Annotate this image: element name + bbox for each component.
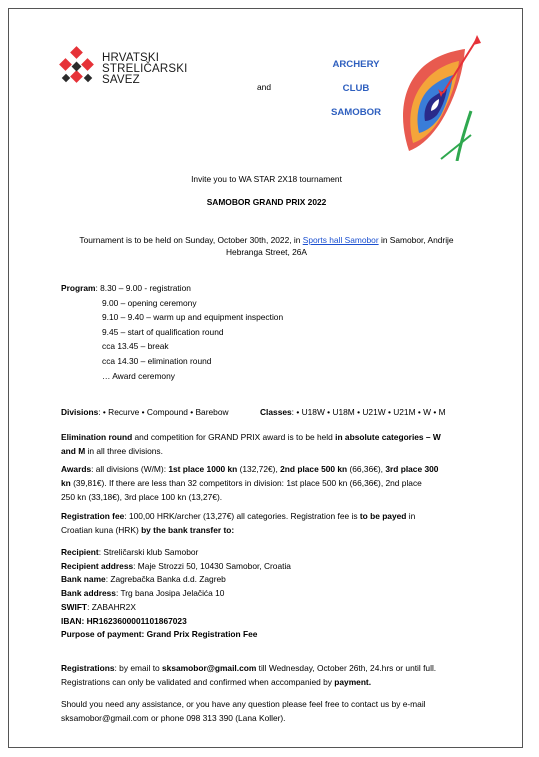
- venue-line-2: Hebranga Street, 26A: [225, 247, 307, 257]
- bank-details: [61, 547, 291, 641]
- federation-name-line-3: SAVEZ: [102, 74, 140, 86]
- federation-logo: [58, 45, 228, 91]
- registrations-paragraph: Registrations: by email to sksamobor@gmail.com till Wednesday, October 26th, 24.hrs or until full. Registrations can only be validated and confirmed when accompanied by payment.: [61, 663, 437, 687]
- document-page: [8, 8, 523, 748]
- program-line-7: … Award ceremony: [102, 370, 175, 381]
- contact-details: sksamobor@gmail.com or phone 098 313 390 (Lana Koller).: [61, 713, 286, 723]
- fee-paragraph: Registration fee: 100,00 HRK/archer (13,27€) all categories. Registration fee is to be payed in Croatian kuna (HRK) by the bank transfer to:: [61, 511, 416, 535]
- program-line-6: cca 14.30 – elimination round: [102, 355, 212, 366]
- program-line-1: Program: 8.30 – 9.00 - registration: [61, 283, 191, 293]
- awards-paragraph: Awards: all divisions (W/M): 1st place 1000 kn (132,72€), 2nd place 500 kn (66,36€), 3rd place 300 kn (39,81€). If there are less than 32 competitors in division: 1st place 500 kn (66,36€), 2nd place 250 kn (33,18€), 3rd place 100 kn (13,27€).: [61, 464, 439, 502]
- and-text: and: [257, 82, 271, 92]
- venue-text-before: Tournament is to be held on Sunday, October 30th, 2022, in: [79, 235, 303, 245]
- club-name-line-1: ARCHERY: [332, 59, 380, 70]
- bank-iban: IBAN: HR1623600001101867023: [61, 615, 187, 626]
- tournament-title: SAMOBOR GRAND PRIX 2022: [206, 197, 327, 207]
- archery-target-icon: [391, 31, 481, 161]
- program-line-5: cca 13.45 – break: [102, 341, 169, 352]
- sports-hall-link[interactable]: Sports hall Samobor: [302, 235, 379, 245]
- venue-line-1: [9, 235, 524, 246]
- program-label: Program: [61, 283, 96, 293]
- bank-swift: SWIFT: ZABAHR2X: [61, 601, 136, 612]
- bank-recipient: Recipient: Streličarski klub Samobor: [61, 547, 199, 557]
- elimination-paragraph: Elimination round and competition for GRAND PRIX award is to be held in absolute categories – W and M in all three divisions.: [61, 432, 441, 456]
- bank-recipient-address: Recipient address: Maje Strozzi 50, 10430 Samobor, Croatia: [61, 560, 291, 571]
- club-name-line-2: CLUB: [342, 83, 370, 94]
- contact-paragraph: Should you need any assistance, or you have any question please feel free to contact us by e-mail sksamobor@gmail.com or phone 098 313 390 (Lana Koller).: [61, 699, 426, 723]
- venue-text-after: in Samobor, Andrije: [378, 235, 454, 245]
- bank-name: Bank name: Zagrebačka Banka d.d. Zagreb: [61, 574, 226, 585]
- federation-emblem-icon: [58, 45, 98, 91]
- program-line-2: 9.00 – opening ceremony: [102, 297, 197, 308]
- classes-label: Classes: [260, 407, 292, 417]
- classes-line: Classes: • U18W • U18M • U21W • U21M • W • M: [260, 407, 446, 417]
- bank-purpose: Purpose of payment: Grand Prix Registration Fee: [61, 629, 258, 640]
- registration-email[interactable]: sksamobor@gmail.com: [162, 663, 257, 673]
- divisions-line: Divisions: • Recurve • Compound • Barebow: [61, 407, 229, 417]
- invite-text: Invite you to WA STAR 2X18 tournament: [191, 174, 342, 184]
- program-line-3: 9.10 – 9.40 – warm up and equipment inspection: [102, 312, 284, 323]
- federation-name-line-1: HRVATSKI: [102, 52, 160, 64]
- divisions-label: Divisions: [61, 407, 99, 417]
- club-name-line-3: SAMOBOR: [330, 107, 382, 118]
- bank-address: Bank address: Trg bana Josipa Jelačića 10: [61, 588, 225, 599]
- federation-name-line-2: STRELIČARSKI: [102, 63, 188, 75]
- club-name: [321, 53, 391, 125]
- program-line-4: 9.45 – start of qualification round: [102, 326, 224, 337]
- program-block: [61, 283, 283, 382]
